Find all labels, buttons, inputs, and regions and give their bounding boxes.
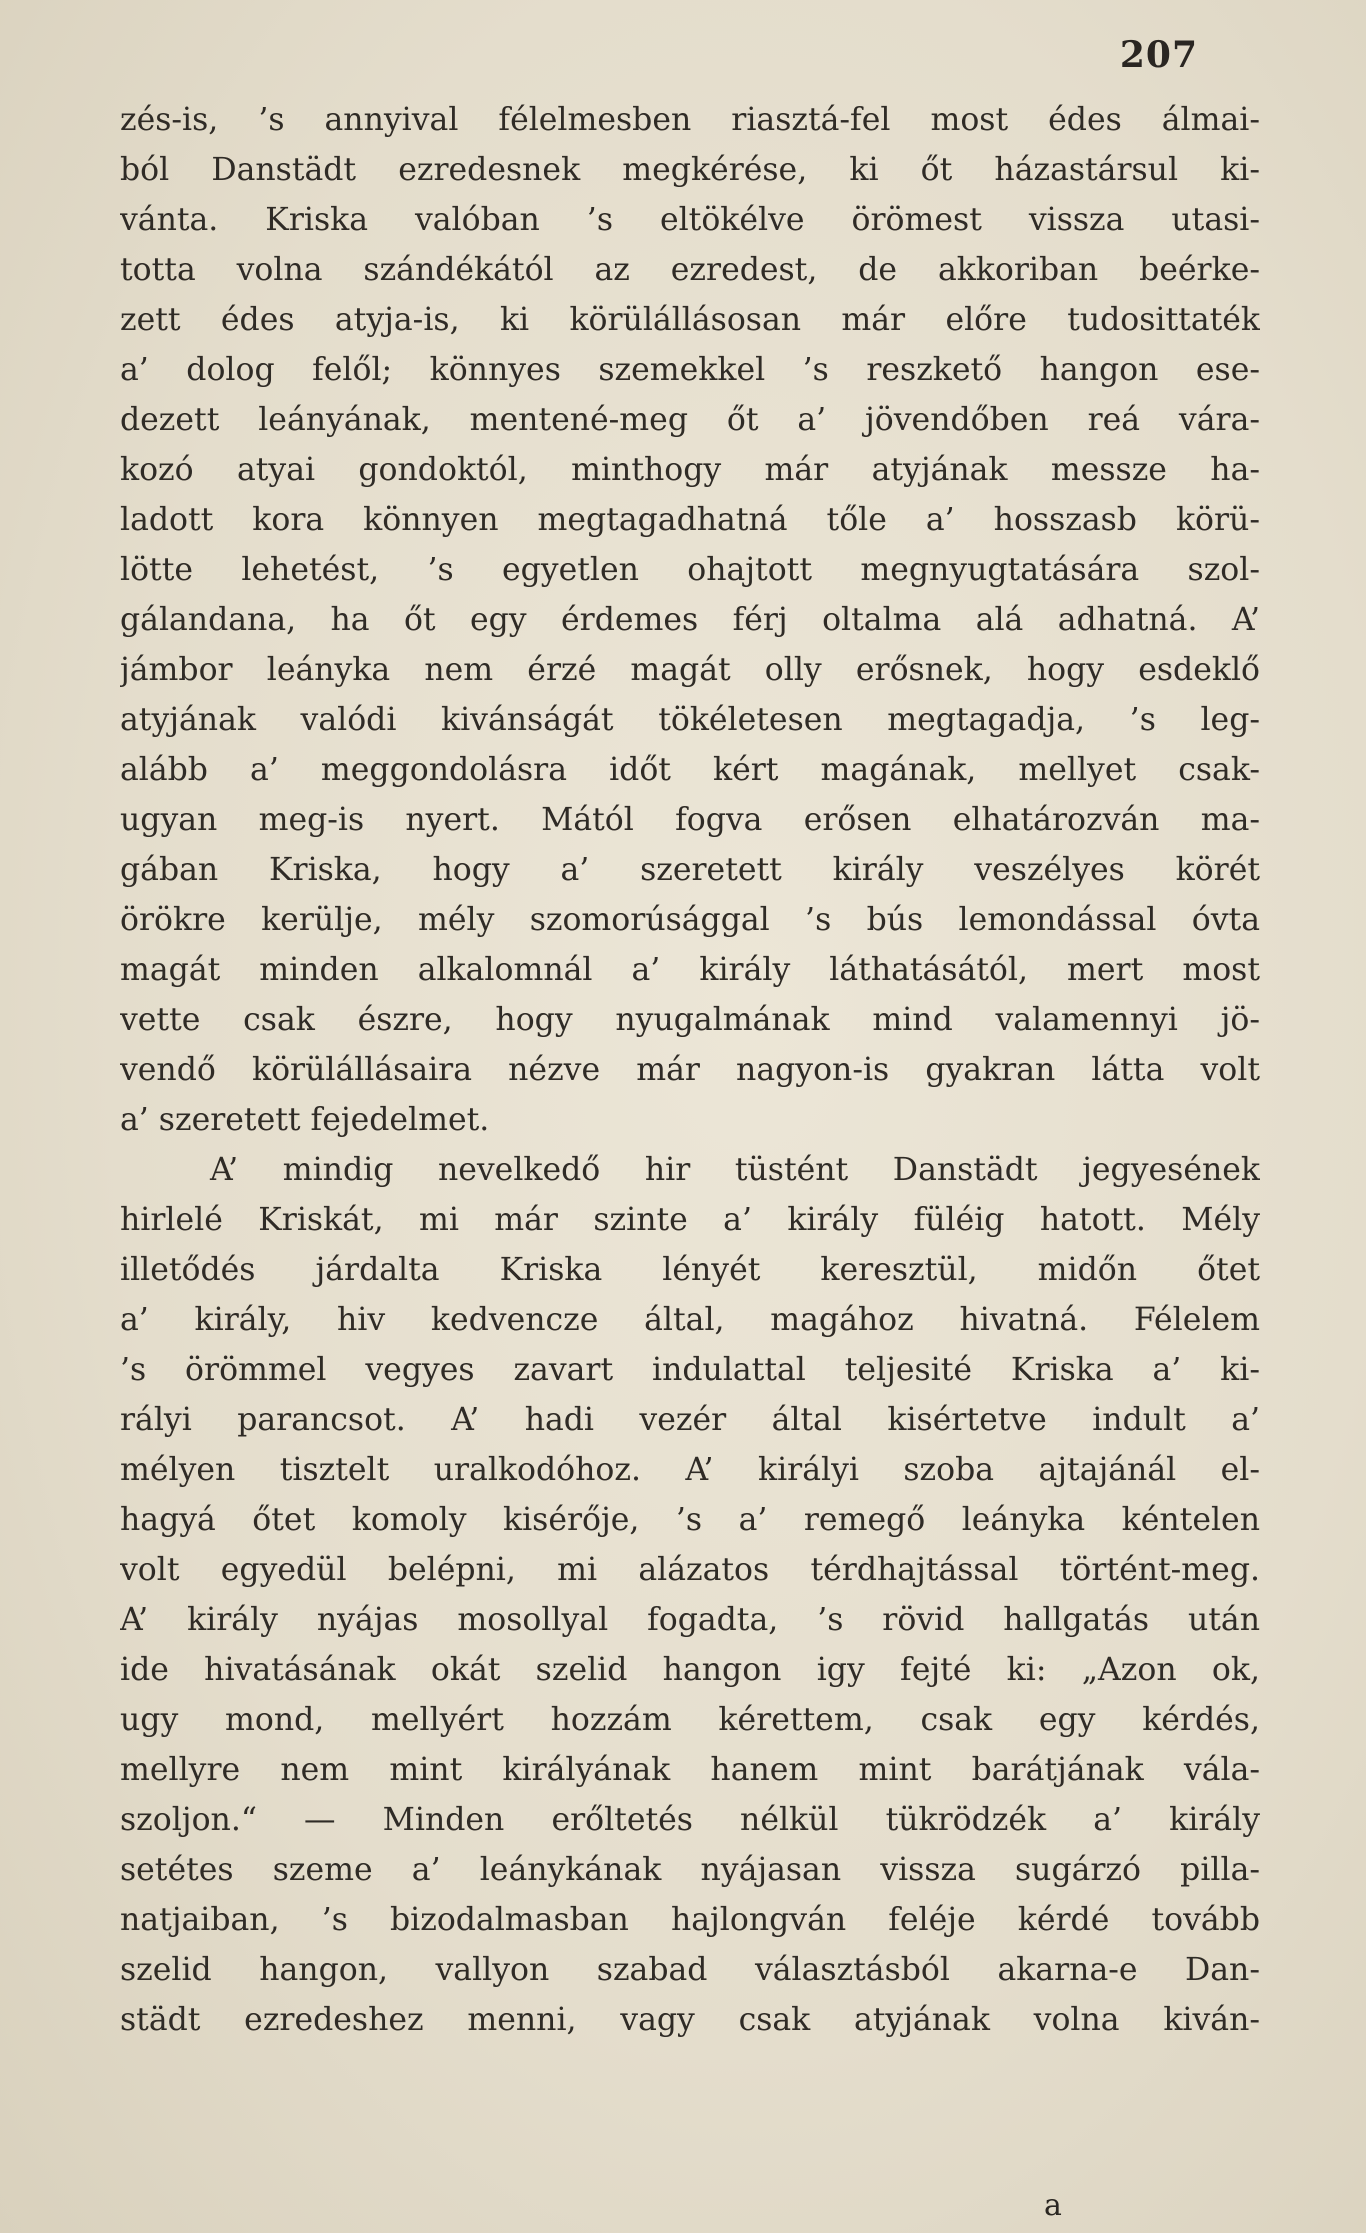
catchword: a (1044, 2188, 1062, 2223)
text-line: a’ szeretett fejedelmet. (120, 1102, 490, 1138)
text-line: gálandana, ha őt egy érdemes férj oltalma alá adhatná. A’ (120, 602, 1260, 638)
text-line: a’ dolog felől; könnyes szemekkel ’s reszkető hangon ese- (120, 352, 1260, 388)
text-line: gában Kriska, hogy a’ szeretett király veszélyes körét (120, 852, 1260, 888)
text-line: ide hivatásának okát szelid hangon igy fejté ki: „Azon ok, (120, 1652, 1260, 1688)
text-line: szelid hangon, vallyon szabad választásból akarna-e Dan- (120, 1952, 1260, 1988)
text-line: jámbor leányka nem érzé magát olly erősnek, hogy esdeklő (120, 652, 1260, 688)
text-line: städt ezredeshez menni, vagy csak atyjának volna kiván- (120, 2002, 1260, 2038)
text-line: hirlelé Kriskát, mi már szinte a’ király füléig hatott. Mély (120, 1202, 1260, 1238)
text-line: setétes szeme a’ leánykának nyájasan vissza sugárzó pilla- (120, 1852, 1260, 1888)
text-line: alább a’ meggondolásra időt kért magának, mellyet csak- (120, 752, 1260, 788)
text-line: ugy mond, mellyért hozzám kérettem, csak egy kérdés, (120, 1702, 1260, 1738)
text-line: ból Danstädt ezredesnek megkérése, ki őt házastársul ki- (120, 152, 1260, 188)
text-line: a’ király, hiv kedvencze által, magához hivatná. Félelem (120, 1302, 1260, 1338)
text-line: ladott kora könnyen megtagadhatná tőle a’ hosszasb körü- (120, 502, 1260, 538)
paragraph-2 (120, 1145, 1260, 2045)
text-line: szoljon.“ — Minden erőltetés nélkül tükrödzék a’ király (120, 1802, 1260, 1838)
text-line: vendő körülállásaira nézve már nagyon-is gyakran látta volt (120, 1052, 1260, 1088)
text-line: rályi parancsot. A’ hadi vezér által kisértetve indult a’ (120, 1402, 1260, 1438)
text-line: örökre kerülje, mély szomorúsággal ’s bús lemondással óvta (120, 902, 1260, 938)
text-line: atyjának valódi kivánságát tökéletesen megtagadja, ’s leg- (120, 702, 1260, 738)
text-line: natjaiban, ’s bizodalmasban hajlongván feléje kérdé tovább (120, 1902, 1260, 1938)
text-line: totta volna szándékától az ezredest, de akkoriban beérke- (120, 252, 1260, 288)
text-line: A’ mindig nevelkedő hir tüstént Danstädt jegyesének (210, 1152, 1260, 1188)
text-line: zett édes atyja-is, ki körülállásosan már előre tudosittaték (120, 302, 1260, 338)
body-text (120, 95, 1260, 2045)
text-line: lötte lehetést, ’s egyetlen ohajtott megnyugtatására szol- (120, 552, 1260, 588)
text-line: zés-is, ’s annyival félelmesben riasztá-fel most édes álmai- (120, 102, 1260, 138)
text-line: mélyen tisztelt uralkodóhoz. A’ királyi szoba ajtajánál el- (120, 1452, 1260, 1488)
text-line: kozó atyai gondoktól, minthogy már atyjának messze ha- (120, 452, 1260, 488)
text-line: vette csak észre, hogy nyugalmának mind valamennyi jö- (120, 1002, 1260, 1038)
text-line: hagyá őtet komoly kisérője, ’s a’ remegő leányka kéntelen (120, 1502, 1260, 1538)
text-line: volt egyedül belépni, mi alázatos térdhajtással történt-meg. (120, 1552, 1260, 1588)
text-line: dezett leányának, mentené-meg őt a’ jövendőben reá vára- (120, 402, 1260, 438)
text-line: illetődés járdalta Kriska lényét keresztül, midőn őtet (120, 1252, 1260, 1288)
page-number: 207 (1119, 34, 1198, 76)
text-line: mellyre nem mint királyának hanem mint barátjának vála- (120, 1752, 1260, 1788)
text-line: magát minden alkalomnál a’ király láthatásától, mert most (120, 952, 1260, 988)
paragraph-1 (120, 95, 1260, 1145)
text-line: ’s örömmel vegyes zavart indulattal teljesité Kriska a’ ki- (120, 1352, 1260, 1388)
text-line: ugyan meg-is nyert. Mától fogva erősen elhatározván ma- (120, 802, 1260, 838)
text-line: vánta. Kriska valóban ’s eltökélve örömest vissza utasi- (120, 202, 1260, 238)
text-line: A’ király nyájas mosollyal fogadta, ’s rövid hallgatás után (120, 1602, 1260, 1638)
